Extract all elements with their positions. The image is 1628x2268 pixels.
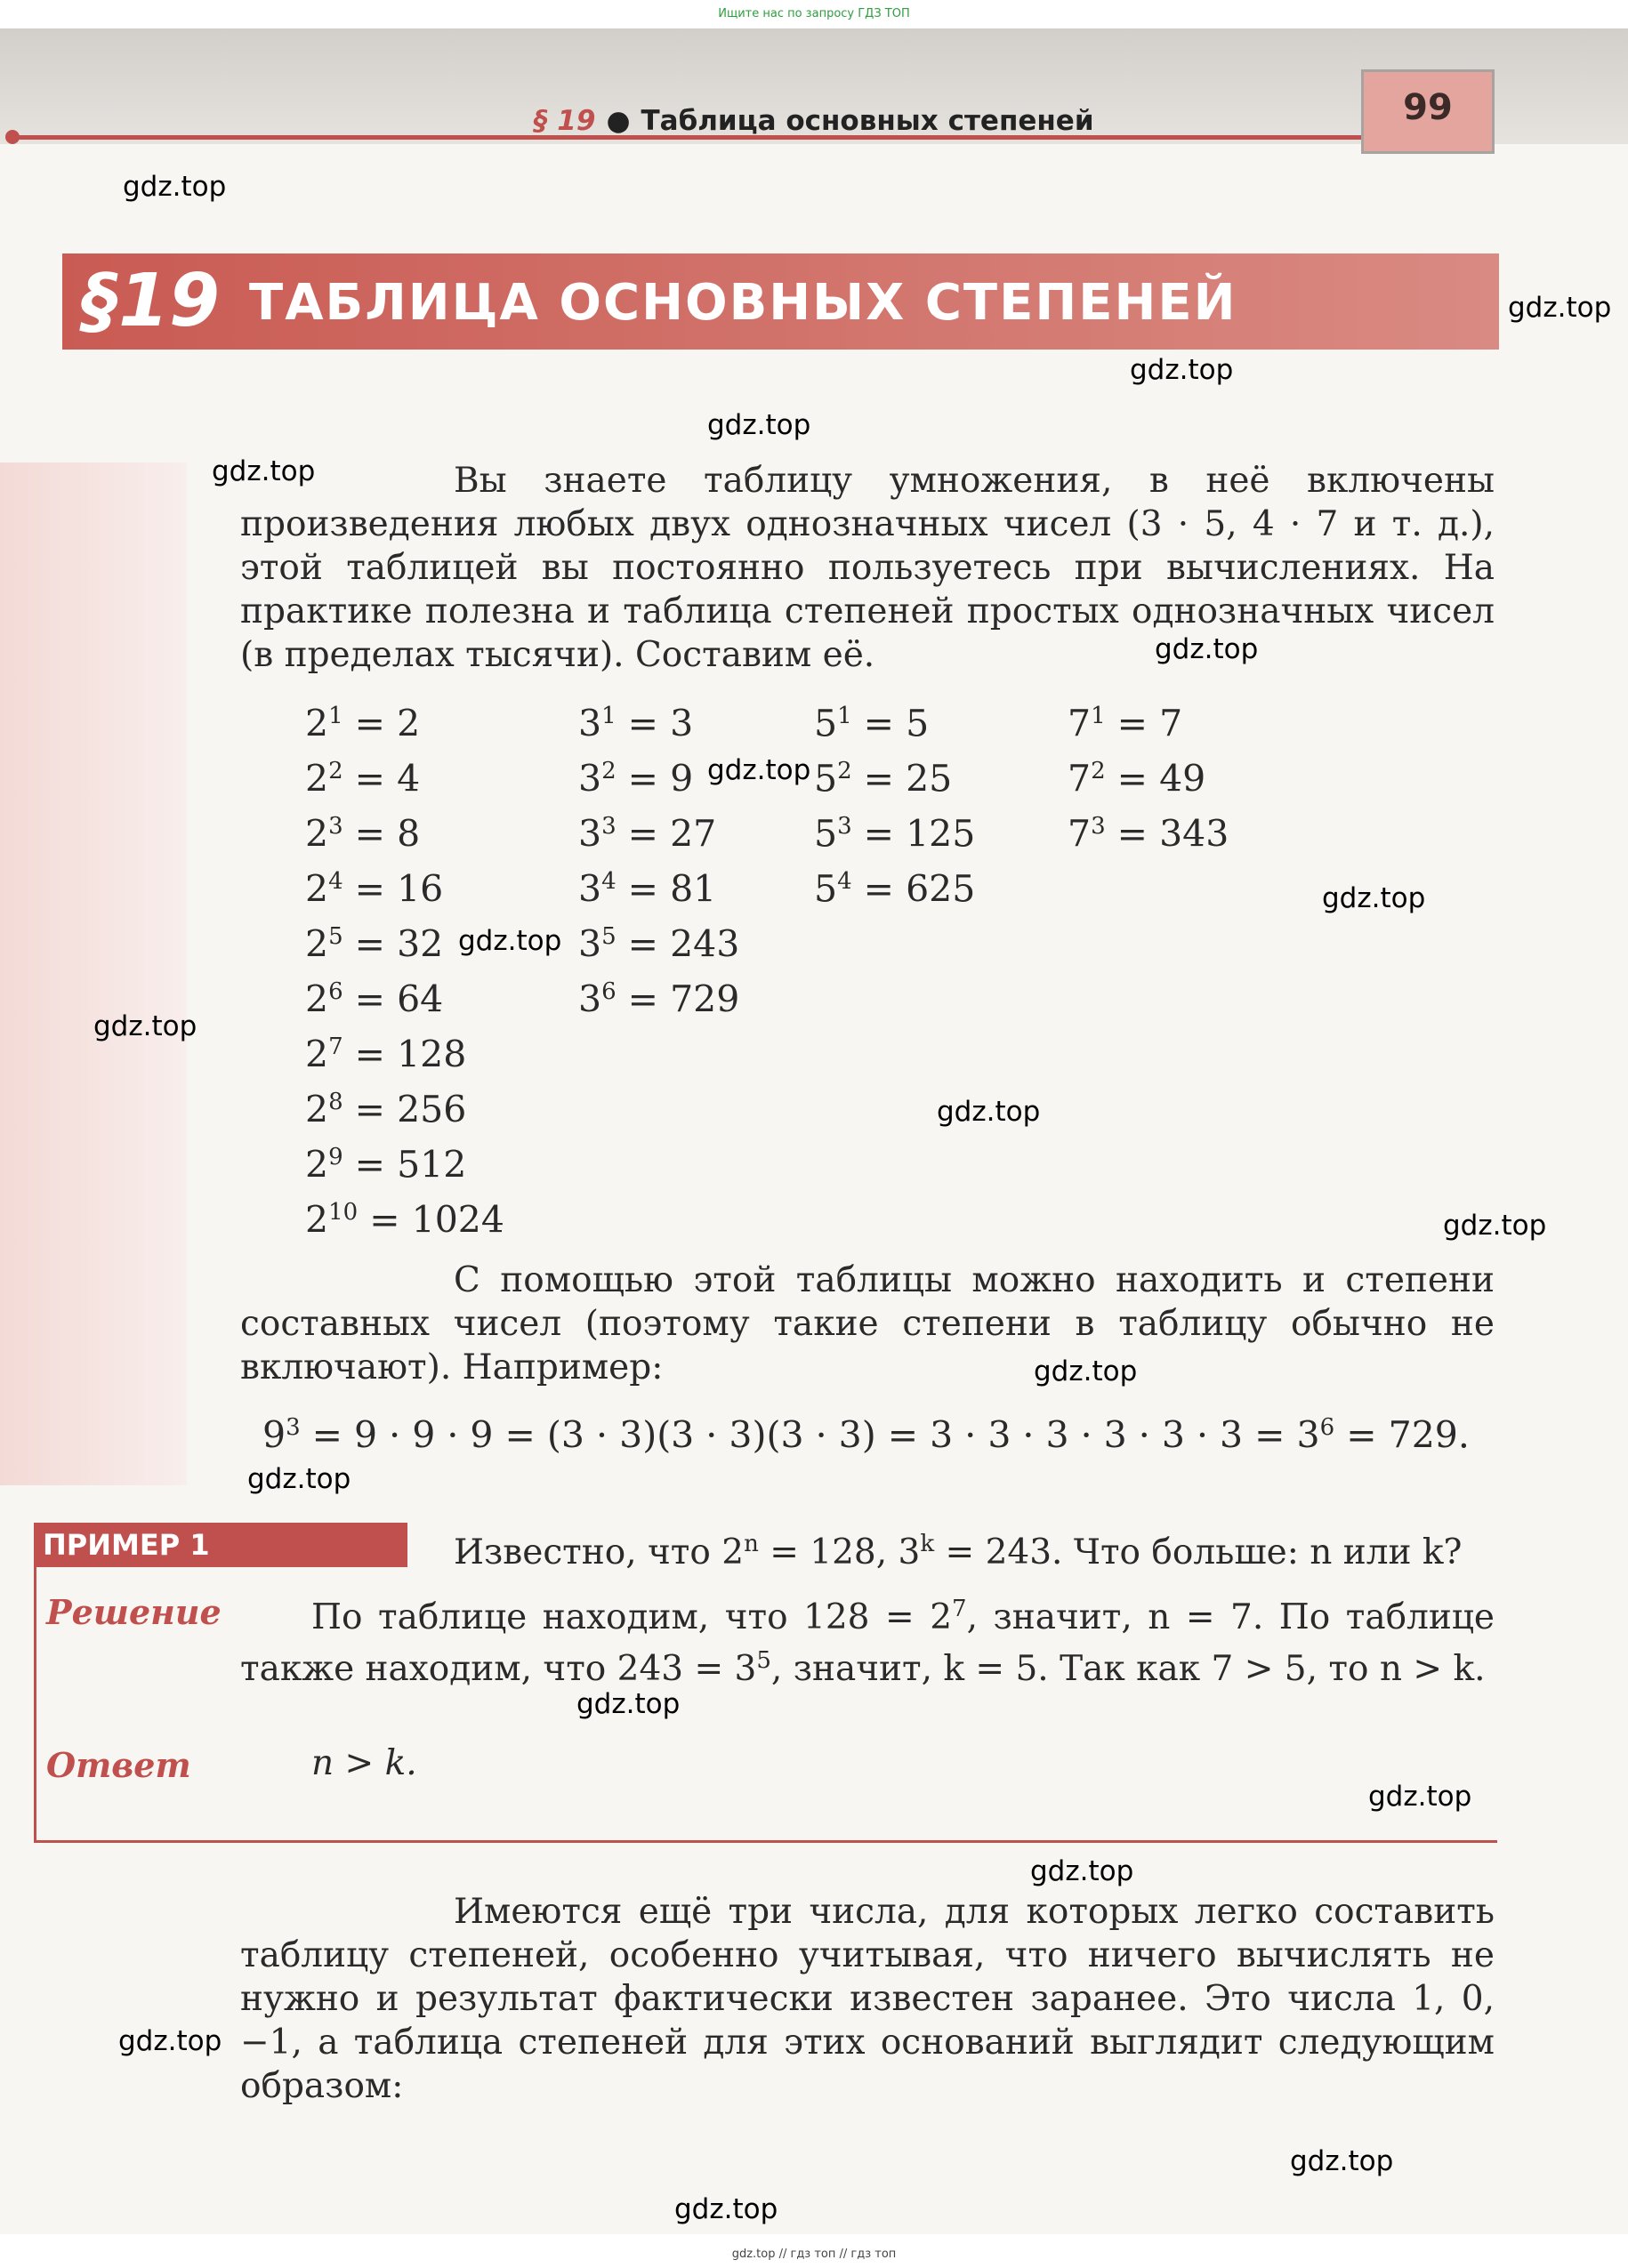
- solution-label: Решение: [46, 1592, 222, 1632]
- watermark: gdz.top: [1130, 354, 1234, 386]
- watermark: gdz.top: [123, 171, 227, 203]
- power-2-6: $2^6 = 64$: [305, 977, 444, 1021]
- watermark: gdz.top: [576, 1688, 681, 1720]
- running-head-bullet: ●: [606, 105, 631, 137]
- power-3-6: $3^6 = 729$: [578, 977, 740, 1021]
- watermark: gdz.top: [674, 2193, 778, 2225]
- watermark: gdz.top: [1368, 1781, 1472, 1813]
- power-3-4: $3^4 = 81$: [578, 867, 717, 911]
- power-7-2: $7^2 = 49$: [1068, 757, 1206, 800]
- power-2-1: $2^1 = 2$: [305, 702, 421, 745]
- bottom-banner[interactable]: gdz.top // гдз топ // гдз топ: [731, 2248, 897, 2261]
- watermark: gdz.top: [1508, 292, 1612, 324]
- power-2-8: $2^8 = 256$: [305, 1088, 467, 1131]
- watermark: gdz.top: [707, 754, 811, 786]
- power-3-5: $3^5 = 243$: [578, 922, 740, 966]
- chapter-title: ТАБЛИЦА ОСНОВНЫХ СТЕПЕНЕЙ: [249, 274, 1237, 332]
- page-number: 99: [1361, 69, 1495, 154]
- watermark: gdz.top: [118, 2025, 222, 2057]
- running-head-section: § 19: [534, 105, 596, 137]
- watermark: gdz.top: [93, 1010, 197, 1042]
- composite-formula: $9^3 = 9 \cdot 9 \cdot 9 = (3 \cdot 3)(3 \cdot 3)(3 \cdot 3) = 3 \cdot 3 \cdot 3 \cdot 3 \cdot 3 \cdot 3 = 3^6 = 729$.: [262, 1413, 1470, 1457]
- composite-paragraph: С помощью этой таблицы можно находить и степени составных чисел (поэтому такие степени в таблицу обычно не включают). Например:: [240, 1260, 1495, 1387]
- power-5-1: $5^1 = 5$: [814, 702, 930, 745]
- power-2-10: $2^{10} = 1024$: [305, 1198, 504, 1242]
- power-2-5: $2^5 = 32$: [305, 922, 444, 966]
- closing-paragraph: Имеются ещё три числа, для которых легко составить таблицу степеней, особенно учитывая, что ничего вычислять не нужно и результат фактически известен заранее. Это числа 1, 0, −1, а таблица степеней для этих оснований выглядит следующим образом:: [240, 1892, 1495, 2106]
- power-2-7: $2^7 = 128$: [305, 1033, 467, 1076]
- example-task: Известно, что $2^n = 128$, $3^k = 243$. Что больше: n или k?: [454, 1531, 1463, 1572]
- watermark: gdz.top: [247, 1463, 351, 1495]
- power-5-3: $5^3 = 125$: [814, 812, 976, 856]
- header-dot: [5, 130, 20, 144]
- watermark: gdz.top: [212, 455, 316, 487]
- watermark: gdz.top: [1290, 2145, 1394, 2177]
- power-2-2: $2^2 = 4$: [305, 757, 421, 800]
- power-3-1: $3^1 = 3$: [578, 702, 694, 745]
- intro-paragraph: Вы знаете таблицу умножения, в неё включены произведения любых двух однозначных чисел (3 · 5, 4 · 7 и т. д.), этой таблицей вы постоянно пользуетесь при вычислениях. На практике полезна и таблица степеней простых однозначных чисел (в пределах тысячи). Составим её.: [240, 461, 1495, 675]
- power-5-4: $5^4 = 625$: [814, 867, 976, 911]
- watermark: gdz.top: [1443, 1210, 1547, 1242]
- watermark: gdz.top: [1030, 1855, 1134, 1887]
- power-7-1: $7^1 = 7$: [1068, 702, 1183, 745]
- power-5-2: $5^2 = 25$: [814, 757, 953, 800]
- watermark: gdz.top: [707, 409, 811, 441]
- watermark: gdz.top: [1155, 633, 1259, 665]
- watermark: gdz.top: [937, 1096, 1041, 1128]
- running-head: [534, 105, 1094, 149]
- power-2-9: $2^9 = 512$: [305, 1143, 467, 1186]
- example-label: ПРИМЕР 1: [34, 1523, 407, 1567]
- watermark: gdz.top: [1322, 882, 1426, 914]
- example-answer: n > k.: [311, 1743, 417, 1783]
- chapter-number: §19: [82, 259, 221, 343]
- power-3-3: $3^3 = 27$: [578, 812, 717, 856]
- power-2-4: $2^4 = 16$: [305, 867, 444, 911]
- chapter-title-banner: [62, 253, 1499, 350]
- power-7-3: $7^3 = 343$: [1068, 812, 1229, 856]
- watermark: gdz.top: [1034, 1355, 1138, 1387]
- running-head-title: Таблица основных степеней: [641, 105, 1094, 137]
- answer-label: Ответ: [46, 1745, 191, 1785]
- power-2-3: $2^3 = 8$: [305, 812, 421, 856]
- example-solution: По таблице находим, что $128 = 2^7$, значит, n = 7. По таблице также находим, что $243 = 3^5$, значит, k = 5. Так как 7 > 5, то n > k.: [240, 1596, 1495, 1689]
- watermark: gdz.top: [458, 925, 562, 957]
- top-banner[interactable]: Ищите нас по запросу ГДЗ ТОП: [718, 7, 910, 20]
- left-margin-tint: [0, 462, 187, 1485]
- power-3-2: $3^2 = 9$: [578, 757, 694, 800]
